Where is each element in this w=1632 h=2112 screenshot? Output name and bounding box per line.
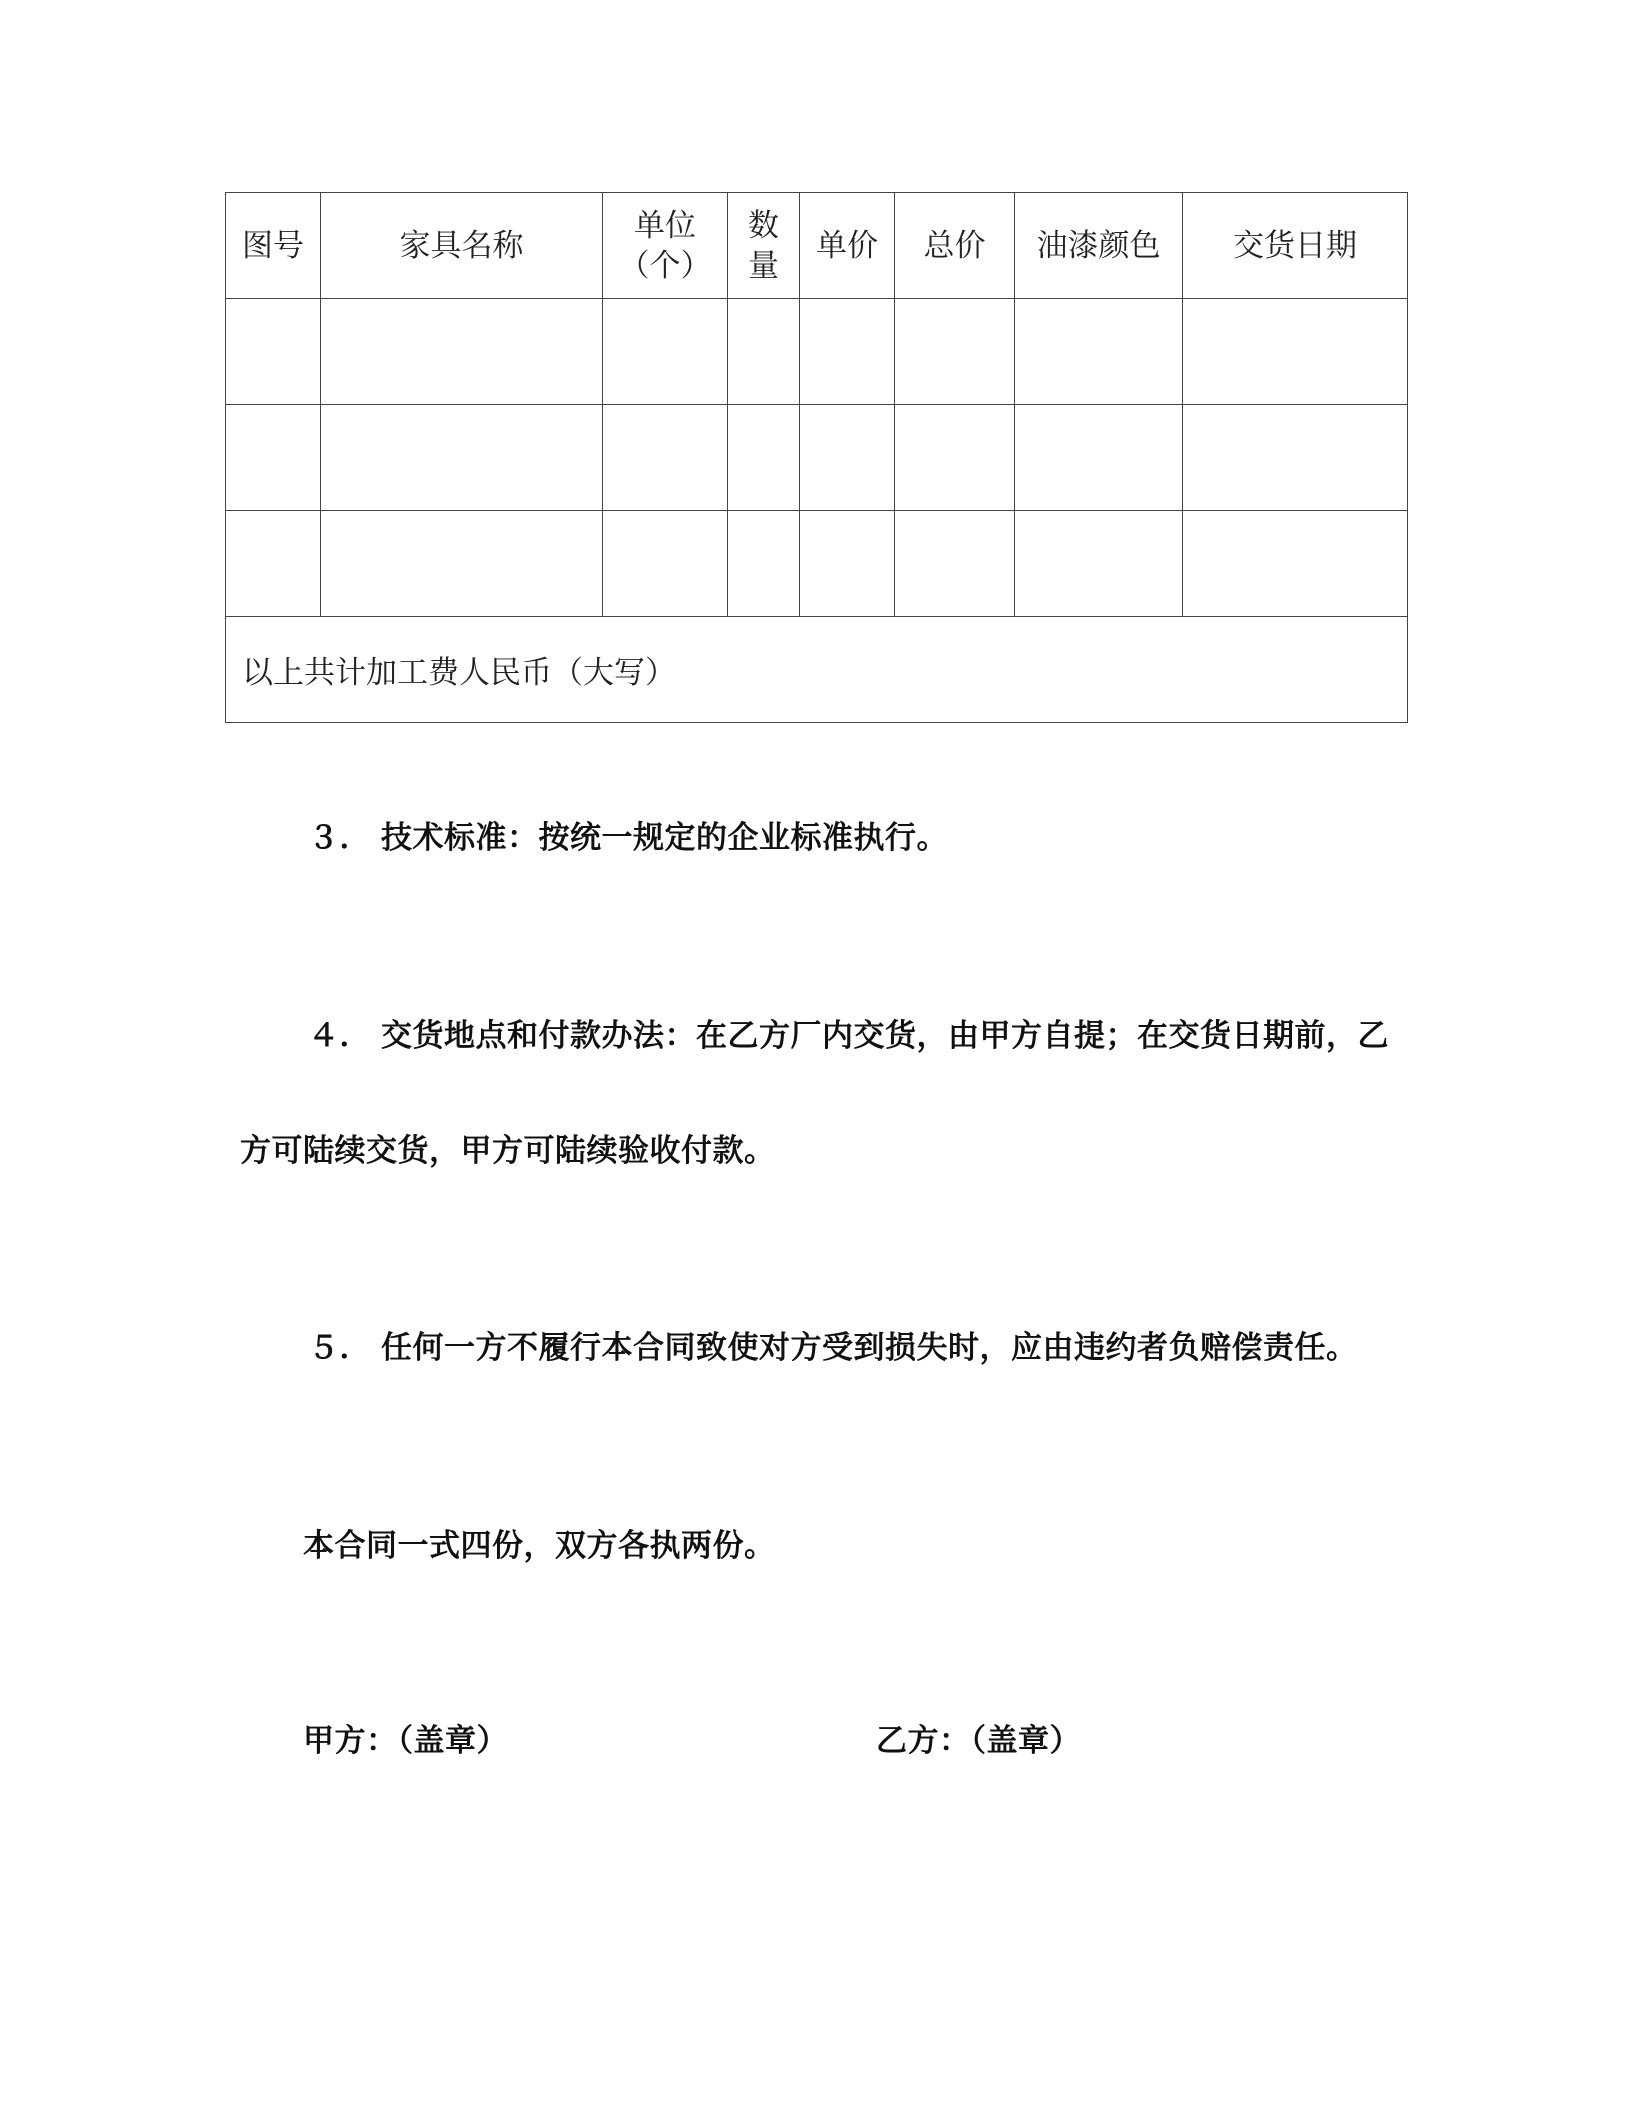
clause-3-number: ３． xyxy=(308,820,371,856)
header-paint-color: 油漆颜色 xyxy=(1015,193,1183,299)
table-row xyxy=(226,511,1408,617)
party-b-signature: 乙方：（盖章） xyxy=(876,1723,1081,1759)
table-cell[interactable] xyxy=(895,299,1015,405)
clause-5-text: 任何一方不履行本合同致使对方受到损失时，应由违约者负赔偿责任。 xyxy=(381,1330,1358,1366)
table-cell[interactable] xyxy=(1015,511,1183,617)
table-cell[interactable] xyxy=(321,405,603,511)
table-total-row xyxy=(226,617,1408,723)
table-cell[interactable] xyxy=(1183,405,1408,511)
table-row xyxy=(226,405,1408,511)
table-cell[interactable] xyxy=(800,299,895,405)
clause-4-number: ４． xyxy=(308,1018,371,1054)
header-unit-line1: 单位 xyxy=(634,207,696,244)
total-amount-label: 以上共计加工费人民币（大写） xyxy=(226,617,1408,723)
table-cell[interactable] xyxy=(603,299,728,405)
table-cell[interactable] xyxy=(226,299,321,405)
table-cell[interactable] xyxy=(226,511,321,617)
clause-4-text-line1: 交货地点和付款办法：在乙方厂内交货，由甲方自提；在交货日期前，乙 xyxy=(381,1018,1389,1054)
table-cell[interactable] xyxy=(1015,405,1183,511)
clause-4-line1 xyxy=(308,1010,1389,1055)
table-cell[interactable] xyxy=(895,511,1015,617)
header-unit xyxy=(603,193,728,299)
table-cell[interactable] xyxy=(321,511,603,617)
table-cell[interactable] xyxy=(226,405,321,511)
header-qty-line2: 量 xyxy=(748,247,779,284)
party-a-signature: 甲方：（盖章） xyxy=(303,1723,508,1759)
clause-4-line2 xyxy=(240,1125,776,1170)
copies-statement: 本合同一式四份，双方各执两份。 xyxy=(303,1528,776,1564)
clause-5-number: ５． xyxy=(308,1330,371,1366)
table-cell[interactable] xyxy=(1183,299,1408,405)
table-cell[interactable] xyxy=(603,511,728,617)
table-cell[interactable] xyxy=(603,405,728,511)
furniture-order-table xyxy=(225,192,1408,723)
header-quantity xyxy=(728,193,800,299)
table-row xyxy=(226,299,1408,405)
table-cell[interactable] xyxy=(800,511,895,617)
header-unit-price: 单价 xyxy=(800,193,895,299)
header-drawing-no: 图号 xyxy=(226,193,321,299)
clause-3-text: 技术标准：按统一规定的企业标准执行。 xyxy=(381,820,948,856)
header-total-price: 总价 xyxy=(895,193,1015,299)
table-cell[interactable] xyxy=(728,299,800,405)
table-header-row xyxy=(226,193,1408,299)
table-cell[interactable] xyxy=(1015,299,1183,405)
table-cell[interactable] xyxy=(895,405,1015,511)
header-unit-line2: （个） xyxy=(618,247,712,284)
clause-4-text-line2: 方可陆续交货，甲方可陆续验收付款。 xyxy=(240,1133,776,1169)
header-qty-line1: 数 xyxy=(748,207,779,244)
clause-3 xyxy=(308,812,948,857)
table-cell[interactable] xyxy=(728,405,800,511)
table-cell[interactable] xyxy=(1183,511,1408,617)
table-cell[interactable] xyxy=(728,511,800,617)
header-delivery-date: 交货日期 xyxy=(1183,193,1408,299)
table-cell[interactable] xyxy=(321,299,603,405)
header-furniture-name: 家具名称 xyxy=(321,193,603,299)
clause-5 xyxy=(308,1322,1358,1367)
table-cell[interactable] xyxy=(800,405,895,511)
